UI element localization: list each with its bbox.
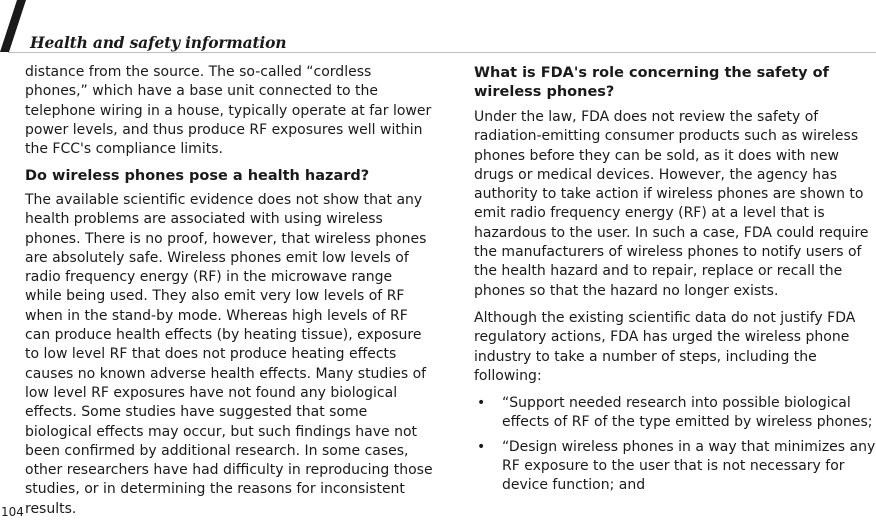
intro-paragraph: distance from the source. The so-called “cordless phones,” which have a base unit connected to the telephone wiring in a house, typically operate at far lower power levels, and thus produce RF exposures well within the FCC's compliance limits. [25, 64, 432, 158]
right-column [474, 63, 876, 501]
header-accent-bar [0, 0, 26, 52]
left-column [25, 63, 433, 519]
list-item-text: “Support needed research into possible biological effects of RF of the type emitted by wireless phones; [502, 395, 873, 431]
list-item [474, 438, 876, 496]
bullet-icon: • [477, 438, 486, 455]
running-header-title: Health and safety information [30, 33, 287, 52]
fda-steps-list [474, 394, 876, 495]
header-rule [8, 52, 876, 53]
list-item-text: “Design wireless phones in a way that minimizes any RF exposure to the user that is not necessary for device function; and [502, 438, 876, 494]
page-number: 104 [1, 505, 24, 519]
fda-role-paragraph: Under the law, FDA does not review the safety of radiation-emitting consumer products such as wireless phones before they can be sold, as it does with new drugs or medical devices. However, the agency has authority to take action if wireless phones are shown to emit radio frequency energy (RF) at a level that is hazardous to the user. In such a case, FDA could require the manufacturers of wireless phones to notify users of the health hazard and to repair, replace or recall the phones so that the hazard no longer exists. [474, 109, 869, 299]
section-heading-fda-role: What is FDA's role concerning the safety of wireless phones? [474, 65, 829, 100]
section-heading-health-hazard: Do wireless phones pose a health hazard? [25, 168, 370, 185]
bullet-icon: • [477, 395, 486, 412]
fda-steps-paragraph: Although the existing scientific data do not justify FDA regulatory actions, FDA has urged the wireless phone industry to take a number of steps, including the following: [474, 309, 856, 384]
health-hazard-paragraph: The available scientific evidence does not show that any health problems are associated with using wireless phones. There is no proof, however, that wireless phones are absolutely safe. Wireless phones emit low levels of radio frequency energy (RF) in the microwave range while being used. They also emit very low levels of RF when in the stand-by mode. Whereas high levels of RF can produce health effects (by heating tissue), exposure to low level RF that does not produce heating effects causes no known adverse health effects. Many studies of low level RF exposures have not found any biological effects. Some studies have suggested that some biological effects may occur, but such findings have not been confirmed by additional research. In some cases, other researchers have had difficulty in reproducing those studies, or in determining the reasons for inconsistent results. [25, 191, 433, 517]
list-item [474, 394, 876, 433]
